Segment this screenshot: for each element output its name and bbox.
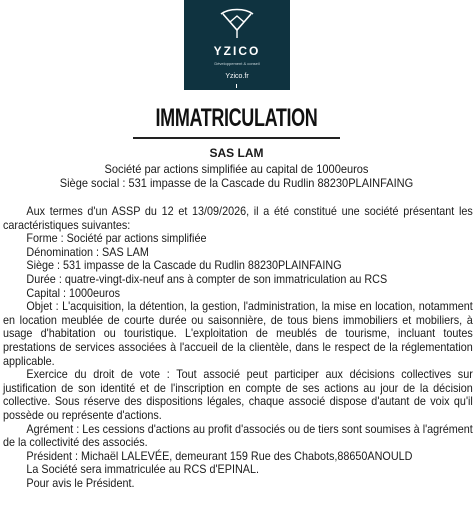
- logo-brand: YZICO: [213, 44, 261, 58]
- logo-website: Yzico.fr: [225, 73, 249, 80]
- president-line: Président : Michaël LALEVÉE, demeurant 159 Rue des Chabots,88650ANOULD: [26, 448, 413, 463]
- closing-line: Pour avis le Président.: [26, 475, 135, 490]
- intro-paragraph: Aux termes d'un ASSP du 12 et 13/09/2026, il a été constitué une société présentant les caractéristiques suivantes:: [3, 204, 473, 232]
- agrement-paragraph: Agrément : Les cessions d'actions au profit d'associés ou de tiers sont soumises à l'agrément de la collectivité des associés.: [3, 421, 473, 450]
- vote-paragraph: Exercice du droit de vote : Tout associé peut participer aux décisions collectives sur justification de son identité et de l'inscription en compte de ses actions au jour de la décision collective. Sous réserve des dispositions légales, chaque associé dispose d'autant de voix qu'il possède ou représente d'actions.: [3, 367, 473, 422]
- denomination-line: Dénomination : SAS LAM: [26, 244, 149, 259]
- objet-paragraph: Objet : L'acquisition, la détention, la gestion, l'administration, la mise en location, notamment en location meublée de courte durée ou saisonnière, de tous biens immobiliers et mobiliers, à usage d'habitation ou touristique. L'exploitation de meublés de tourisme, incluant toutes prestations de services associées à l'accueil de la clientèle, dans le respect de la réglementation applicable.: [3, 299, 473, 368]
- company-logo: [184, 0, 290, 90]
- yzico-emblem-icon: [217, 6, 257, 42]
- company-seat-line: Siège social : 531 impasse de la Cascade du Rudlin 88230PLAINFAING: [59, 176, 414, 190]
- notice-body: [3, 205, 473, 490]
- company-form-line: Société par actions simplifiée au capital de 1000euros: [104, 162, 369, 176]
- title-underline: [133, 137, 340, 139]
- duree-line: Durée : quatre-vingt-dix-neuf ans à compter de son immatriculation au RCS: [26, 271, 388, 286]
- forme-line: Forme : Société par actions simplifiée: [26, 231, 207, 246]
- logo-tagline: Développement & conseil: [214, 61, 260, 66]
- rcs-line: La Société sera immatriculée au RCS d'EPINAL.: [26, 462, 259, 477]
- capital-line: Capital : 1000euros: [26, 285, 121, 300]
- logo-divider: [236, 84, 237, 88]
- notice-title: IMMATRICULATION: [155, 104, 318, 132]
- siege-line: Siège : 531 impasse de la Cascade du Rudlin 88230PLAINFAING: [26, 258, 342, 273]
- company-name: SAS LAM: [209, 146, 264, 160]
